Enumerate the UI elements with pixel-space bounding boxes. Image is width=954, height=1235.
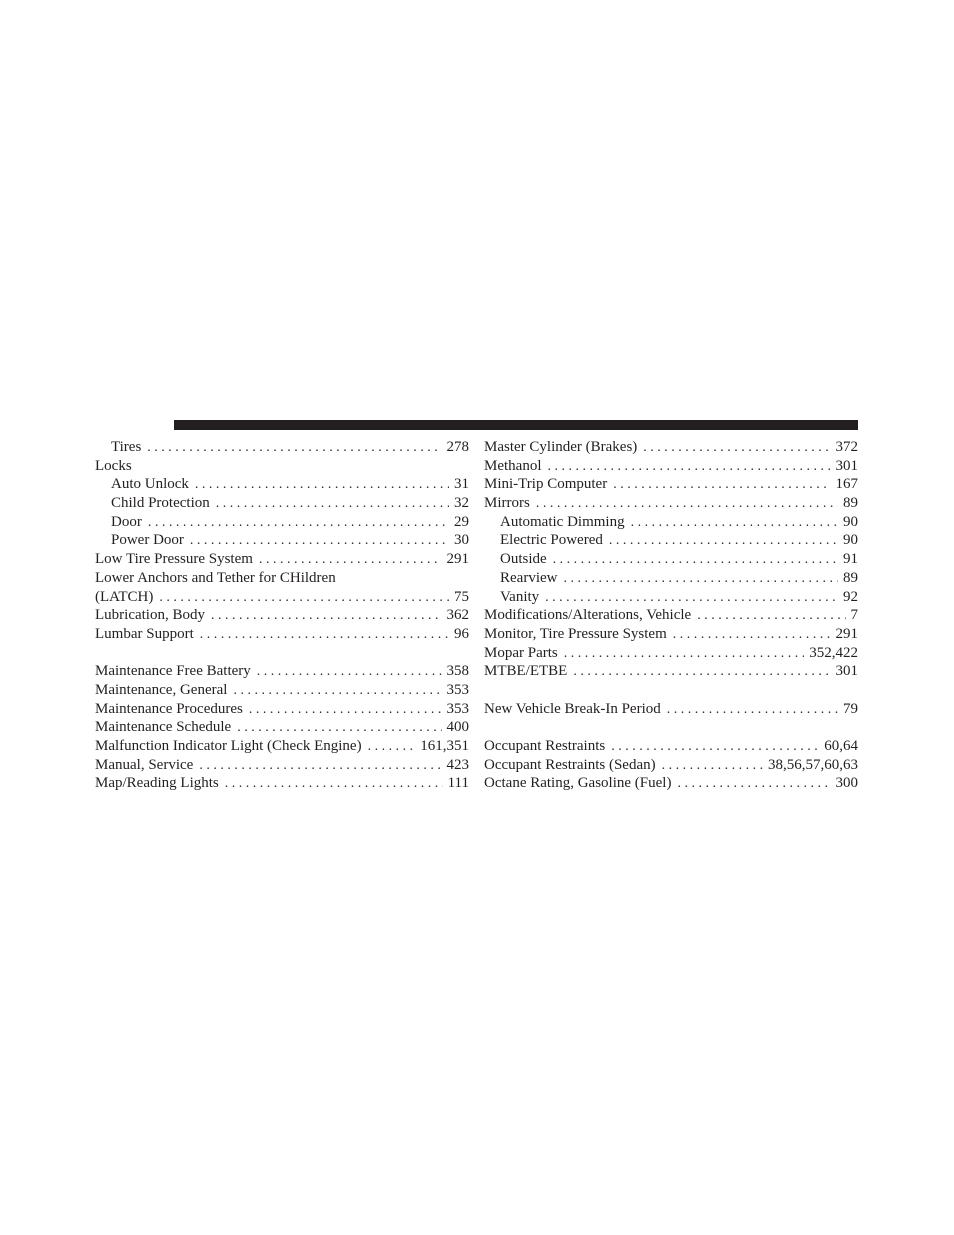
entry-page-number: 32 (454, 495, 469, 512)
index-entry (484, 569, 858, 588)
dot-leader (257, 663, 442, 682)
entry-label: Power Door (111, 532, 184, 549)
dot-leader (190, 532, 449, 551)
entry-page-number: 362 (446, 607, 469, 624)
entry-label: Lower Anchors and Tether for CHildren (95, 569, 336, 586)
dot-leader (225, 775, 443, 794)
index-entry (95, 457, 469, 476)
dot-leader (216, 495, 449, 514)
entry-page-number: 29 (454, 513, 469, 530)
dot-leader (631, 514, 838, 533)
index-entry (95, 588, 469, 607)
entry-label: Outside (500, 551, 547, 568)
header-bar (174, 420, 858, 430)
index-entry (484, 457, 858, 476)
entry-page-number: 353 (446, 681, 469, 698)
entry-page-number: 161,351 (420, 738, 469, 754)
entry-label: Electric Powered (500, 532, 603, 549)
entry-page-number: 7 (850, 607, 858, 624)
index-entry (484, 531, 858, 550)
index-entry (484, 737, 858, 756)
entry-page-number: 30 (454, 532, 469, 549)
dot-leader (545, 589, 838, 608)
entry-page-number: 90 (843, 532, 858, 549)
entry-page-number: 358 (446, 663, 469, 680)
entry-label: Manual, Service (95, 756, 194, 773)
dot-leader (697, 607, 845, 626)
entry-label: Occupant Restraints (484, 738, 606, 754)
index-entry (484, 438, 858, 457)
entry-page-number: 400 (446, 719, 469, 736)
index-entry (484, 550, 858, 569)
dot-leader (564, 645, 805, 664)
dot-leader (662, 757, 763, 776)
dot-leader (563, 570, 838, 589)
entry-label: Octane Rating, Gasoline (Fuel) (484, 775, 672, 792)
index-entry (95, 700, 469, 719)
dot-leader (643, 439, 830, 458)
index-entry (484, 513, 858, 532)
entry-label: Monitor, Tire Pressure System (484, 625, 667, 642)
entry-label: Map/Reading Lights (95, 775, 219, 792)
index-entry (95, 756, 469, 775)
index-entry (95, 569, 469, 588)
entry-label: Malfunction Indicator Light (Check Engine) (95, 738, 362, 754)
entry-label: Maintenance Schedule (95, 719, 232, 736)
entry-label: Vanity (500, 588, 540, 605)
entry-label: (LATCH) (95, 588, 154, 605)
entry-page-number: 90 (843, 513, 858, 530)
entry-page-number: 96 (454, 625, 469, 642)
entry-label: Lumbar Support (95, 625, 194, 642)
entry-label: Mini-Trip Computer (484, 476, 608, 493)
dot-leader (573, 663, 830, 682)
index-entry (484, 662, 858, 681)
index-entry (95, 494, 469, 513)
entry-label: Child Protection (111, 495, 210, 512)
entry-label: Maintenance Free Battery (95, 663, 251, 680)
entry-label: Auto Unlock (111, 476, 189, 493)
entry-label: Rearview (500, 569, 558, 586)
index-entry (484, 475, 858, 494)
entry-page-number: 291 (446, 551, 469, 568)
dot-leader (548, 458, 831, 477)
index-entry (95, 774, 469, 793)
entry-label: MTBE/ETBE (484, 663, 568, 680)
dot-leader (613, 476, 830, 495)
entry-page-number: 353 (446, 700, 469, 717)
entry-label: Master Cylinder (Brakes) (484, 439, 638, 455)
entry-label: Modifications/Alterations, Vehicle (484, 607, 692, 624)
index-column-left (95, 438, 469, 793)
index-entry (95, 681, 469, 700)
entry-page-number: 301 (835, 663, 858, 680)
entry-page-number: 291 (835, 625, 858, 642)
dot-leader (147, 439, 441, 458)
dot-leader (553, 551, 838, 570)
index-entry (95, 625, 469, 644)
entry-page-number: 372 (835, 439, 858, 455)
dot-leader (673, 626, 831, 645)
entry-page-number: 278 (446, 439, 469, 455)
entry-label: Locks (95, 457, 132, 474)
dot-leader (237, 719, 441, 738)
entry-label: Methanol (484, 457, 542, 474)
index-entry (484, 756, 858, 775)
index-entry (95, 513, 469, 532)
dot-leader (249, 701, 442, 720)
entry-page-number: 60,64 (824, 738, 858, 754)
dot-leader (148, 514, 449, 533)
dot-leader (233, 682, 441, 701)
index-entry (484, 588, 858, 607)
entry-label: Low Tire Pressure System (95, 551, 253, 568)
index-entry (484, 625, 858, 644)
index-entry (95, 718, 469, 737)
entry-page-number: 38,56,57,60,63 (768, 756, 858, 773)
spacer (484, 681, 858, 700)
dot-leader (677, 775, 830, 794)
entry-page-number: 423 (446, 756, 469, 773)
dot-leader (611, 738, 819, 757)
entry-page-number: 75 (454, 588, 469, 605)
index-entry (484, 644, 858, 663)
entry-page-number: 301 (835, 457, 858, 474)
spacer (484, 718, 858, 737)
entry-label: Mirrors (484, 495, 530, 512)
entry-page-number: 91 (843, 551, 858, 568)
entry-label: Lubrication, Body (95, 607, 205, 624)
entry-label: Occupant Restraints (Sedan) (484, 756, 656, 773)
entry-label: Maintenance Procedures (95, 700, 243, 717)
entry-label: Tires (111, 439, 142, 455)
entry-label: New Vehicle Break-In Period (484, 700, 661, 717)
entry-page-number: 300 (835, 775, 858, 792)
dot-leader (259, 551, 442, 570)
dot-leader (199, 757, 441, 776)
dot-leader (211, 607, 442, 626)
index-entry (484, 774, 858, 793)
index-entry (484, 606, 858, 625)
entry-page-number: 352,422 (809, 644, 858, 661)
dot-leader (536, 495, 838, 514)
dot-leader (609, 532, 838, 551)
dot-leader (200, 626, 449, 645)
entry-label: Automatic Dimming (500, 513, 625, 530)
entry-page-number: 89 (843, 495, 858, 512)
index-entry (95, 662, 469, 681)
entry-page-number: 167 (835, 476, 858, 493)
index-entry (95, 475, 469, 494)
index-entry (95, 550, 469, 569)
index-entry (95, 606, 469, 625)
spacer (95, 644, 469, 663)
index-entry (95, 531, 469, 550)
dot-leader (159, 589, 449, 608)
index-entry (484, 494, 858, 513)
entry-label: Mopar Parts (484, 644, 558, 661)
index-entry (484, 700, 858, 719)
index-entry (95, 737, 469, 756)
dot-leader (368, 738, 416, 757)
index-column-right (484, 438, 858, 793)
entry-page-number: 92 (843, 588, 858, 605)
entry-page-number: 79 (843, 700, 858, 717)
entry-page-number: 111 (447, 775, 469, 792)
dot-leader (667, 701, 838, 720)
dot-leader (195, 476, 449, 495)
index-entry (95, 438, 469, 457)
entry-label: Maintenance, General (95, 681, 228, 698)
entry-page-number: 89 (843, 569, 858, 586)
entry-label: Door (111, 513, 142, 530)
entry-page-number: 31 (454, 476, 469, 493)
